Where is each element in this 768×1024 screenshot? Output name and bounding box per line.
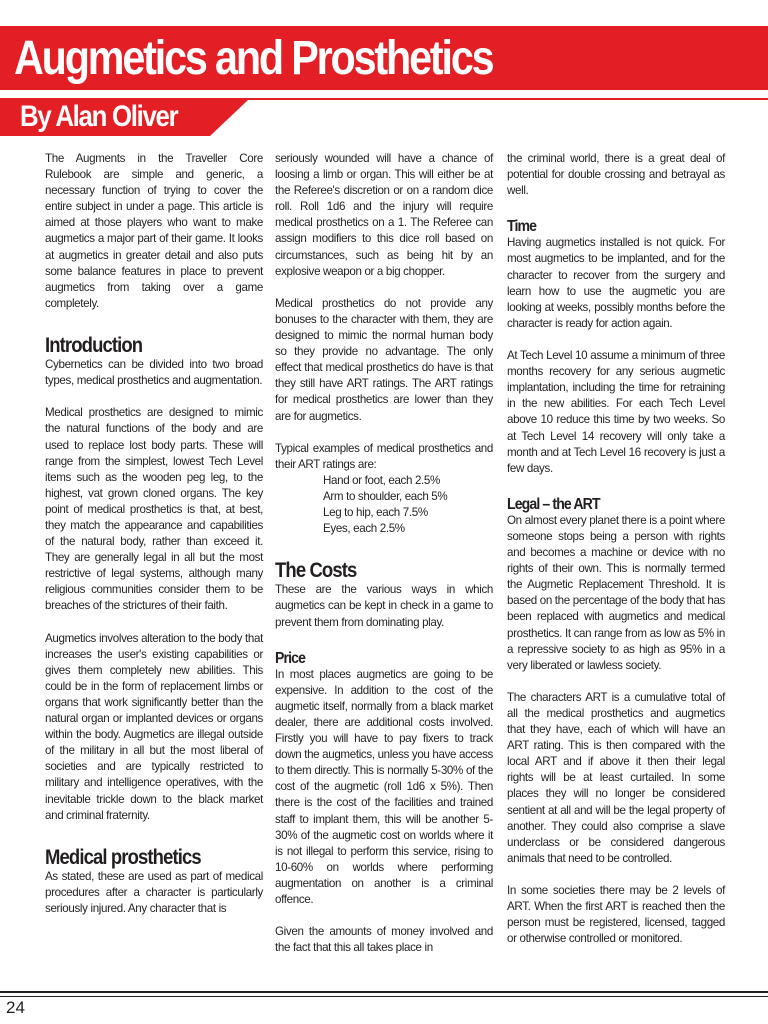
- column-3: [507, 151, 725, 964]
- paragraph: These are the various ways in which augmetics can be kept in check in a game to prevent them from dominating play.: [275, 583, 493, 629]
- subsection-heading-price: Price: [275, 649, 306, 667]
- column-2: [275, 151, 493, 973]
- list-item: Eyes, each 2.5%: [323, 522, 405, 536]
- paragraph: At Tech Level 10 assume a minimum of three months recovery for any serious augmetic implantation, including the time for retraining in the new abilities. For each Tech Level above 10 reduce this time by two weeks. So at Tech Level 14 recovery will only take a month and at Tech Level 16 recovery is just a few days.: [507, 349, 725, 475]
- column-1: [45, 151, 263, 933]
- paragraph: seriously wounded will have a chance of loosing a limb or organ. This will either be at the Referee's discretion or on a random dice roll. Roll 1d6 and the injury will require medical prosthetics on a 1. The Referee can assign modifiers to this dice roll based on circumstances, such as being hit by an explosive weapon or a big chopper.: [275, 152, 493, 278]
- section-heading-introduction: Introduction: [45, 334, 143, 358]
- list-item: Leg to hip, each 7.5%: [323, 506, 428, 520]
- paragraph: On almost every planet there is a point where someone stops being a person with rights and becomes a machine or device with no rights of their own. This is normally termed the Augmetic Replacement Threshold. It is based on the percentage of the body that has been replaced with augmetics and medical prosthetics. It can range from as low as 5% in a repressive society to as high as 95% in a very liberated or lawless society.: [507, 513, 725, 672]
- article-title: Augmetics and Prosthetics: [14, 32, 493, 85]
- paragraph: In some societies there may be 2 levels of ART. When the first ART is reached then the person must be registered, licensed, tagged or otherwise controlled or monitored.: [507, 884, 725, 946]
- paragraph: Augmetics involves alteration to the body that increases the user's existing capabilities or gives them completely new abilities. This could be in the form of replacement limbs or organs that work significantly better than the natural organ or implanted devices or organs within the body. Augmetics are illegal outside of the military in all but the most liberal of societies and are typically restricted to military and intelligence operatives, with the inevitable trickle down to the black market and criminal fraternity.: [45, 631, 263, 822]
- paragraph: In most places augmetics are going to be expensive. In addition to the cost of the augmetic itself, normally from a black market dealer, there are additional costs involved. Firstly you will have to pay fixers to track down the augmetics, unless you have access to them directly. This is normally 5-30% of the cost of the augmetic (roll 1d6 x 5%). Then there is the cost of the facilities and trained staff to implant them, this will be another 5-30% of the augmetic cost on worlds where it is not illegal to perform this service, rising to 10-60% on worlds where performing augmentation on another is a criminal offence.: [275, 667, 493, 907]
- subsection-heading-time: Time: [507, 218, 537, 236]
- paragraph: The Augments in the Traveller Core Rulebook are simple and generic, a necessary function of trying to cover the entire subject in under a page. This article is aimed at those players who want to make augmetics a major part of their game. It looks at augmetics in greater detail and also puts some balance features in place to prevent augmetics from taking over a game completely.: [45, 152, 263, 310]
- section-heading-the-costs: The Costs: [275, 559, 357, 583]
- list-item: Hand or foot, each 2.5%: [323, 473, 440, 487]
- paragraph: Medical prosthetics do not provide any bonuses to the character with them, they are designed to mimic the normal human body so they provide no advantage. The only effect that medical prosthetics do have is that they still have ART ratings. The ART ratings for medical prosthetics are lower than they are for augmetics.: [275, 296, 493, 423]
- article-author: By Alan Oliver: [20, 100, 178, 133]
- list-item: Arm to shoulder, each 5%: [323, 489, 448, 503]
- paragraph: the criminal world, there is a great deal of potential for double crossing and betrayal as well.: [507, 152, 725, 198]
- paragraph: Given the amounts of money involved and the fact that this all takes place in: [275, 925, 493, 955]
- section-heading-medical-prosthetics: Medical prosthetics: [45, 845, 201, 869]
- paragraph: Having augmetics installed is not quick. For most augmetics to be implanted, and for the character to recover from the surgery and learn how to use the augmetic you are looking at weeks, possibly months before the character is ready for action again.: [507, 236, 725, 330]
- art-ratings-list: [275, 473, 493, 537]
- footer-divider: [0, 991, 768, 993]
- paragraph: The characters ART is a cumulative total of all the medical prosthetics and augmetics that they have, each of which will have an ART rating. This is then compared with the local ART and if above it then their legal rights will be at least curtailed. In some places they will no longer be considered sentient at all and will be the legal property of another. They could also comprise a slave underclass or be considered dangerous animals that need to be controlled.: [507, 690, 725, 865]
- paragraph: Typical examples of medical prosthetics and their ART ratings are:: [275, 441, 493, 471]
- paragraph: Medical prosthetics are designed to mimic the natural functions of the body and are used to replace lost body parts. These will range from the simplest, lowest Tech Level items such as the wooden peg leg, to the highest, vat grown cloned organs. The key point of medical prosthetics is that, at best, they match the appearance and capabilities of the natural body, rather than exceed it. They are generally legal in all but the most restrictive of legal systems, although many religious communities consider them to be breaches of the strictures of their faith.: [45, 406, 263, 613]
- paragraph: As stated, these are used as part of medical procedures after a character is particularly seriously injured. Any character that is: [45, 869, 263, 916]
- subsection-heading-legal-art: Legal – the ART: [507, 495, 600, 513]
- paragraph: Cybernetics can be divided into two broad types, medical prosthetics and augmentation.: [45, 358, 263, 388]
- page-number: 24: [6, 998, 25, 1017]
- footer-divider-thin: [0, 996, 768, 997]
